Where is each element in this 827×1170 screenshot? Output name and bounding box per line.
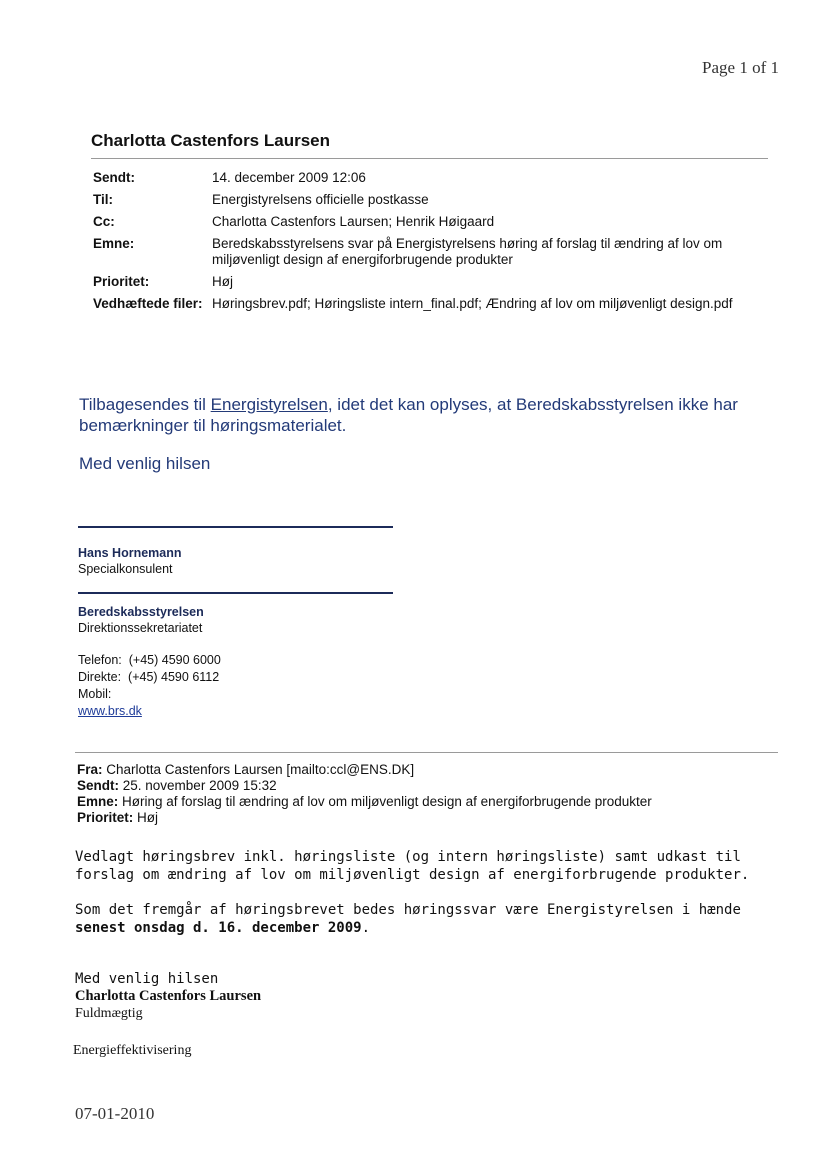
footer-date: 07-01-2010 bbox=[75, 1104, 155, 1123]
signature-title: Specialkonsulent bbox=[78, 562, 173, 576]
header-label: Emne: bbox=[93, 236, 135, 251]
header-label: Cc: bbox=[93, 214, 115, 229]
website-link[interactable]: www.brs.dk bbox=[78, 704, 142, 718]
header-label: Vedhæftede filer: bbox=[93, 296, 203, 311]
direct-label: Direkte: bbox=[78, 670, 122, 684]
fwd-from: Charlotta Castenfors Laursen [mailto:ccl@ENS.DK] bbox=[106, 762, 415, 777]
fwd-subject-label: Emne: bbox=[77, 794, 119, 809]
sender-name: Charlotta Castenfors Laursen bbox=[91, 131, 330, 150]
reply-greeting: Med venlig hilsen bbox=[79, 454, 211, 473]
fwd-from-label: Fra: bbox=[77, 762, 103, 777]
header-row-cc bbox=[93, 214, 752, 236]
signature-unit: Direktionssekretariatet bbox=[78, 621, 203, 635]
header-label: Prioritet: bbox=[93, 274, 150, 289]
header-label: Til: bbox=[93, 192, 113, 207]
header-value: Høj bbox=[212, 274, 233, 289]
header-value: Energistyrelsens officielle postkasse bbox=[212, 192, 429, 207]
header-row-attachments bbox=[93, 296, 752, 312]
energistyrelsen-link[interactable]: Energistyrelsen bbox=[210, 395, 328, 414]
signature-org: Beredskabsstyrelsen bbox=[78, 605, 204, 619]
deadline-end: . bbox=[361, 920, 371, 936]
forwarded-department: Energieffektivisering bbox=[73, 1043, 192, 1058]
phone-number: (+45) 4590 6000 bbox=[128, 653, 221, 667]
deadline-date: senest onsdag d. 16. december 2009 bbox=[75, 920, 362, 936]
page-number: Page 1 of 1 bbox=[702, 58, 779, 77]
fwd-sent: 25. november 2009 15:32 bbox=[122, 778, 277, 793]
deadline-text: Som det fremgår af høringsbrevet bedes høringssvar være Energistyrelsen i hænde bbox=[75, 902, 741, 918]
signature-org-block bbox=[78, 604, 204, 636]
header-divider bbox=[91, 158, 768, 159]
signature-divider bbox=[78, 526, 393, 528]
header-value: 14. december 2009 12:06 bbox=[212, 170, 366, 185]
contact-block bbox=[78, 652, 221, 720]
reply-text bbox=[79, 394, 759, 436]
forwarded-paragraph-1: Vedlagt høringsbrev inkl. høringsliste (og intern høringsliste) samt udkast til forslag om ændring af lov om miljøvenligt design af energiforbrugende produkter. bbox=[75, 849, 750, 883]
header-label: Sendt: bbox=[93, 170, 135, 185]
forwarded-signer: Charlotta Castenfors Laursen bbox=[75, 988, 262, 1004]
header-value: Beredskabsstyrelsens svar på Energistyrelsens høring af forslag til ændring af lov om miljøvenligt design af energiforbrugende produkter bbox=[212, 236, 723, 267]
header-row-sent bbox=[93, 170, 752, 192]
phone-label: Telefon: bbox=[78, 653, 122, 667]
fwd-sent-label: Sendt: bbox=[77, 778, 119, 793]
reply-text-end: , idet det kan oplyses, at Beredskabsstyrelsen ikke har bemærkninger til høringsmaterialet. bbox=[79, 395, 738, 435]
forwarded-signer-title: Fuldmægtig bbox=[75, 1006, 143, 1021]
mobile-label: Mobil: bbox=[78, 687, 112, 701]
signature-divider bbox=[78, 592, 393, 594]
signature-person bbox=[78, 545, 182, 577]
forwarded-closing: Med venlig hilsen bbox=[75, 971, 219, 987]
reply-text-start: Tilbagesendes til bbox=[79, 395, 211, 414]
header-row-to bbox=[93, 192, 752, 214]
fwd-subject: Høring af forslag til ændring af lov om miljøvenligt design af energiforbrugende produkter bbox=[122, 794, 652, 809]
email-header-table bbox=[93, 170, 752, 312]
attachment-list[interactable]: Høringsbrev.pdf; Høringsliste intern_final.pdf; Ændring af lov om miljøvenligt design.pdf bbox=[212, 296, 733, 311]
direct-number: (+45) 4590 6112 bbox=[128, 670, 220, 684]
forwarded-paragraph-2 bbox=[75, 901, 785, 937]
header-row-priority bbox=[93, 274, 752, 296]
header-row-subject bbox=[93, 236, 752, 274]
fwd-priority-label: Prioritet: bbox=[77, 810, 134, 825]
header-value: Charlotta Castenfors Laursen; Henrik Høigaard bbox=[212, 214, 495, 229]
fwd-priority: Høj bbox=[137, 810, 159, 825]
signature-name: Hans Hornemann bbox=[78, 546, 182, 560]
forwarded-header bbox=[77, 762, 652, 826]
forward-divider bbox=[75, 752, 778, 753]
